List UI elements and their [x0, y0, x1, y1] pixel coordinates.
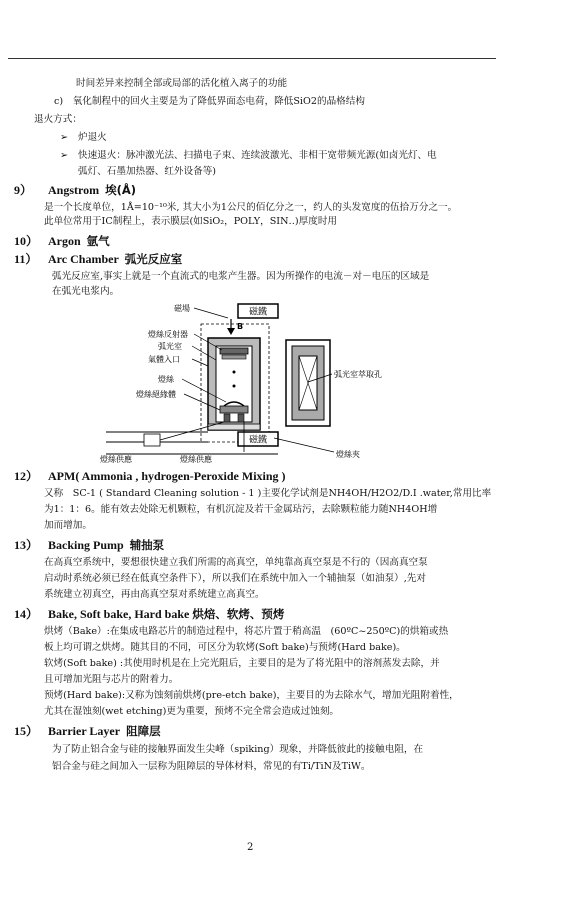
text-line: 铝合金与硅之间加入一层称为阻障层的导体材料，常见的有Ti/TiN及TiW。 [52, 761, 371, 772]
arc-chamber-diagram [96, 302, 386, 464]
filament-leg [224, 414, 230, 422]
supply-left-label: 燈絲供應 [100, 455, 132, 464]
supply-right-label: 燈絲供應 [180, 455, 212, 464]
section-number: 11） [14, 252, 38, 266]
text-line: 在高真空系统中，要想很快建立我们所需的高真空，单纯靠高真空泵是不行的（因高真空泵 [44, 557, 428, 568]
leader-line [192, 359, 208, 366]
text-line: 启动时系统必须已经在低真空条件下），所以我们在系统中加入一个辅抽泵（如油泵）,先对 [44, 573, 426, 584]
text-line: 且可增加光阻与芯片的附着力。 [44, 674, 179, 685]
section-title-zh: 烘焙、软烤、预烤 [192, 607, 285, 621]
section-number: 12） [14, 469, 39, 483]
arrow-head-icon [227, 328, 235, 335]
list-item-text: 炉退火 [78, 132, 107, 143]
leader-line [274, 438, 334, 452]
filament-reflector-label: 燈絲反射器 [148, 330, 188, 339]
dot [233, 385, 236, 388]
arrow-bullet-icon: ➢ [60, 150, 69, 161]
list-item [60, 149, 437, 162]
arrow-bullet-icon: ➢ [60, 132, 69, 143]
text-line: 板上均可谓之烘烤。随其目的不同，可区分为软烤(Soft bake)与预烤(Hard bake)。 [44, 642, 406, 653]
page-number: 2 [247, 842, 254, 853]
text-line: 软烤(Soft bake) :其使用时机是在上完光阻后，主要目的是为了将光阻中的溶剂蒸发去除，并 [44, 658, 440, 669]
section-number: 14） [14, 607, 39, 621]
text-line: 弧灯、石墨加热器、红外设备等) [78, 166, 217, 177]
magnet-field-label: 磁場 [174, 304, 190, 313]
text-line: 退火方式： [34, 114, 82, 125]
section-title-zh: 阻障层 [126, 724, 161, 738]
dot [233, 371, 236, 374]
insulator-strip [208, 424, 260, 430]
magnet-label: 磁鐵 [248, 435, 268, 446]
list-item-text: 快速退火：脉冲激光法、扫描电子束、连续波激光、非相干宽带频光源(如卤光灯、电 [78, 150, 437, 161]
lead-wire [160, 422, 224, 440]
text-line: 为1：1：6。能有效去处除无机颗粒，有机沉淀及若干金属玷污，去除颗粒能力随NH4OH增 [44, 504, 438, 515]
filament-base [220, 406, 248, 413]
filament-leg [238, 414, 244, 422]
text-line: 时间差异来控制全部或局部的活化植入离子的功能 [76, 78, 288, 89]
section-title: Bake, Soft bake, Hard bake [48, 607, 190, 621]
header-rule [8, 58, 496, 59]
section-number: 13） [14, 538, 39, 552]
text-line: c) 氧化制程中的回火主要是为了降低界面态电荷，降低SiO2的晶格结构 [54, 96, 365, 107]
magnet-label: 磁鐵 [248, 307, 268, 318]
section-title-zh: 辅抽泵 [129, 538, 165, 552]
section-title-zh: 氩气 [86, 234, 110, 248]
text-line: 是一个长度单位，1Å=10⁻¹⁰米, 其大小为1公尺的佰亿分之一，约人的头发宽度的伍拾万分之一。 [44, 202, 458, 213]
section-number: 9） [14, 183, 33, 197]
text-line: 此单位常用于IC制程上，表示膜层(如SiO₂，POLY，SIN‥)厚度时用 [44, 216, 338, 227]
text-line: 预烤(Hard bake):又称为蚀刻前烘烤(pre-etch bake)，主要目的为去除水气，增加光阻附着性， [44, 690, 459, 701]
section-heading [14, 538, 164, 553]
section-title: Backing Pump [48, 538, 124, 552]
section-heading [14, 607, 284, 622]
section-title: Argon [48, 234, 81, 248]
text-line: 烘烤（Bake）:在集成电路芯片的制造过程中，将芯片置于稍高温 (60ºC~250ºC)的烘箱或热 [44, 626, 449, 637]
section-title: Arc Chamber [48, 252, 119, 266]
connector-block [144, 434, 160, 446]
section-title: Barrier Layer [48, 724, 121, 738]
section-title-zh: 埃(Å) [105, 183, 137, 197]
section-title: APM( Ammonia , hydrogen-Peroxide Mixing ) [48, 469, 286, 483]
text-line: 尤其在湿蚀刻(wet etching)更为重要，预烤不完全常会造成过蚀刻。 [44, 706, 340, 717]
list-item [60, 131, 107, 144]
section-heading [14, 252, 182, 267]
section-number: 15） [14, 724, 39, 738]
extraction-hole-label: 弧光室萃取孔 [334, 370, 382, 379]
text-line: 又称 SC-1 ( Standard Cleaning solution - 1 )主要化学试剂是NH4OH/H2O2/D.I .water,常用比率 [44, 488, 492, 499]
filament-insulator-label: 燈絲絕緣體 [136, 390, 176, 399]
arc-chamber-label: 弧光室 [158, 342, 182, 351]
section-title: Angstrom [48, 183, 100, 197]
reflector-plate [222, 355, 246, 359]
section-heading [14, 724, 161, 739]
text-line: 系统建立初真空，再由高真空泵对系统建立高真空。 [44, 589, 265, 600]
filament-clamp-label: 燈絲夾 [336, 450, 360, 459]
leader-line [194, 308, 228, 318]
text-line: 在弧光电浆内。 [52, 286, 120, 297]
section-heading [14, 469, 286, 484]
text-line: 弧光反应室,事实上就是一个直流式的电浆产生器。因为所操作的电流－对－电压的区域是 [52, 271, 430, 282]
b-label: B [237, 322, 244, 331]
section-title-zh: 弧光反应室 [124, 252, 183, 266]
section-number: 10） [14, 234, 39, 248]
reflector-top [220, 348, 248, 354]
gas-inlet-label: 氣體入口 [148, 355, 180, 364]
text-line: 加而增加。 [44, 520, 92, 531]
text-line: 为了防止铝合金与硅的接触界面发生尖峰（spiking）现象，并降低彼此的接触电阻，在 [52, 744, 424, 755]
section-heading [14, 183, 136, 198]
filament-label: 燈絲 [158, 375, 174, 384]
section-heading [14, 234, 110, 249]
